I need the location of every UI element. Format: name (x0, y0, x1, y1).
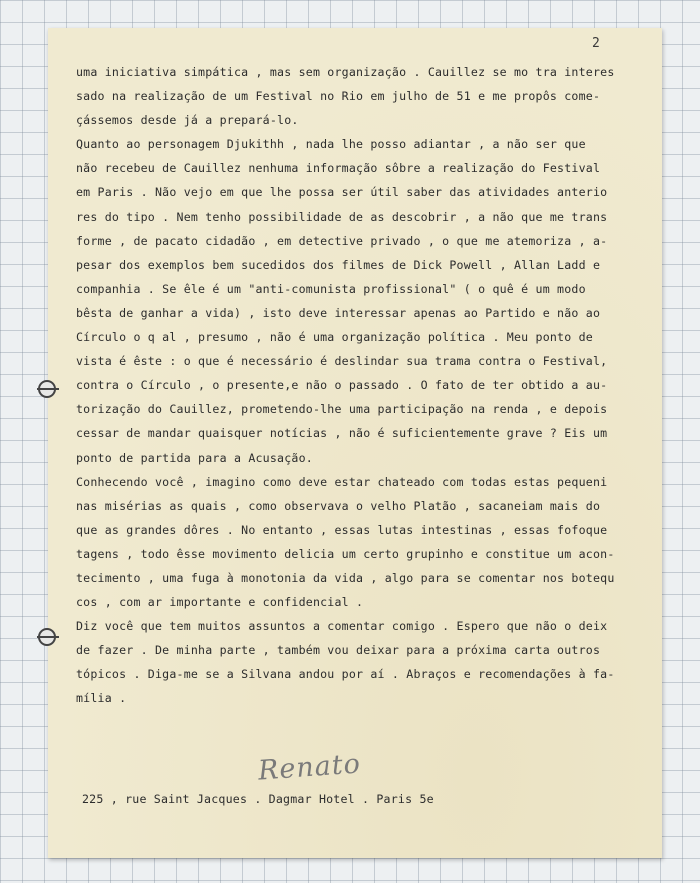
sender-address: 225 , rue Saint Jacques . Dagmar Hotel . Paris 5e (82, 792, 434, 806)
letter-line: tagens , todo êsse movimento delicia um certo grupinho e constitue um acon- (76, 546, 615, 561)
letter-line: tópicos . Diga-me se a Silvana andou por aí . Abraços e recomendações à fa- (76, 667, 615, 682)
handwritten-signature: Renato (257, 748, 362, 787)
punch-hole-top (38, 380, 56, 398)
letter-line: tecimento , uma fuga à monotonia da vida , algo para se comentar nos botequ (76, 570, 615, 585)
letter-line: forme , de pacato cidadão , em detective privado , o que me atemoriza , a- (76, 233, 608, 248)
letter-line: sado na realização de um Festival no Rio em julho de 51 e me propôs come- (76, 89, 601, 104)
letter-line: torização do Cauillez, prometendo-lhe uma participação na renda , e depois (76, 402, 608, 417)
letter-line: que as grandes dôres . No entanto , essas lutas intestinas , essas fofoque (76, 522, 608, 537)
punch-hole-bottom (38, 628, 56, 646)
letter-line: bêsta de ganhar a vida) , isto deve interessar apenas ao Partido e não ao (76, 305, 601, 320)
letter-line: vista é êste : o que é necessário é deslindar sua trama contra o Festival, (76, 354, 608, 369)
letter-line: çássemos desde já a prepará-lo. (76, 113, 299, 128)
letter-line: pesar dos exemplos bem sucedidos dos filmes de Dick Powell , Allan Ladd e (76, 257, 601, 272)
letter-line: companhia . Se êle é um "anti-comunista profissional" ( o quê é um modo (76, 281, 586, 296)
letter-line: em Paris . Não vejo em que lhe possa ser útil saber das atividades anterio (76, 185, 608, 200)
letter-line: res do tipo . Nem tenho possibilidade de as descobrir , a não que me trans (76, 209, 608, 224)
letter-body (76, 60, 656, 711)
letter-line: Diz você que tem muitos assuntos a comentar comigo . Espero que não o deix (76, 619, 608, 634)
letter-line: nas misérias as quais , como observava o velho Platão , sacaneiam mais do (76, 498, 601, 513)
letter-line: ponto de partida para a Acusação. (76, 450, 313, 465)
letter-line: mília . (76, 691, 127, 706)
letter-line: Quanto ao personagem Djukithh , nada lhe posso adiantar , a não ser que (76, 137, 586, 152)
letter-line: de fazer . De minha parte , também vou deixar para a próxima carta outros (76, 643, 601, 658)
letter-line: contra o Círculo , o presente,e não o passado . O fato de ter obtido a au- (76, 378, 608, 393)
letter-line: uma iniciativa simpática , mas sem organização . Cauillez se mo tra interes (76, 65, 615, 79)
page-number: 2 (592, 36, 600, 51)
letter-line: cos , com ar importante e confidencial . (76, 595, 364, 610)
letter-line: Conhecendo você , imagino como deve estar chateado com todas estas pequeni (76, 474, 608, 489)
letter-line: não recebeu de Cauillez nenhuma informação sôbre a realização do Festival (76, 161, 601, 176)
letter-line: cessar de mandar quaisquer notícias , não é suficientemente grave ? Eis um (76, 426, 608, 441)
letter-line: Círculo o q al , presumo , não é uma organização política . Meu ponto de (76, 330, 593, 345)
